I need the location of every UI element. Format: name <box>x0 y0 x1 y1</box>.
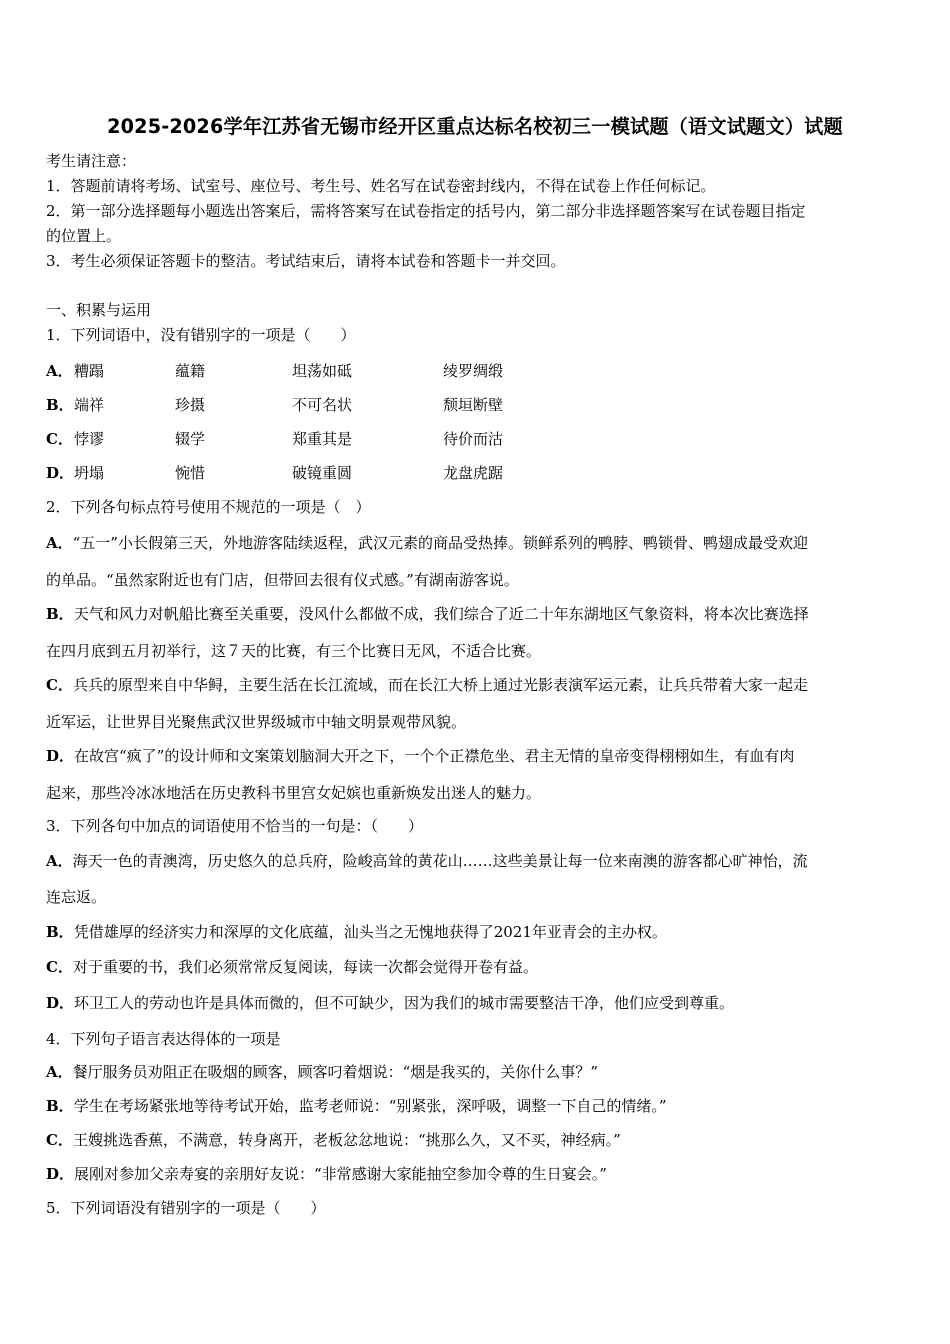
question-3-line: A．海天一色的青澳湾，历史悠久的总兵府，险峻高耸的黄花山……这些美景让每一位来南澳的游客都心旷神怡，流 <box>46 852 808 870</box>
option-label: C． <box>46 958 73 976</box>
question-4-line: C．王嫂挑选香蕉，不满意，转身离开，老板忿忿地说：“挑那么久，又不买，神经病。” <box>46 1131 621 1149</box>
option-word: 绫罗绸缎 <box>443 362 504 380</box>
section-heading: 一、积累与运用 <box>46 301 152 319</box>
option-label: D． <box>46 1165 75 1183</box>
option-word: 坍塌 <box>74 464 105 482</box>
notice-item: 2．第一部分选择题每小题选出答案后，需将答案写在试卷指定的括号内，第二部分非选择题答案写在试卷题目指定 <box>46 202 806 220</box>
question-3-stem: 3．下列各句中加点的词语使用不恰当的一句是：（ ） <box>46 817 424 835</box>
notice-item: 3．考生必须保证答题卡的整洁。考试结束后，请将本试卷和答题卡一并交回。 <box>46 252 566 270</box>
option-label: A． <box>46 534 73 552</box>
question-4-line: A．餐厅服务员劝阻正在吸烟的顾客，顾客叼着烟说：“烟是我买的，关你什么事？” <box>46 1063 598 1081</box>
option-label: C． <box>46 1131 73 1149</box>
question-2-line: D．在故宫“疯了”的设计师和文案策划脑洞大开之下，一个个正襟危坐、君主无情的皇帝变得栩栩如生，有血有肉 <box>46 747 795 765</box>
option-label: C． <box>46 430 73 448</box>
option-word: 颓垣断壁 <box>443 396 504 414</box>
page-title: 2025-2026学年江苏省无锡市经开区重点达标名校初三一模试题（语文试题文）试题 <box>107 115 843 138</box>
option-label: B． <box>46 923 74 941</box>
option-label: D． <box>46 747 75 765</box>
option-label: D． <box>46 464 75 482</box>
option-label: A． <box>46 852 73 870</box>
option-word: 不可名状 <box>292 396 353 414</box>
question-3-line: D．环卫工人的劳动也许是具体而微的，但不可缺少，因为我们的城市需要整洁干净，他们应受到尊重。 <box>46 994 735 1012</box>
question-2-stem: 2．下列各句标点符号使用不规范的一项是（ ） <box>46 498 371 516</box>
question-3-line: C．对于重要的书，我们必须常常反复阅读，每读一次都会觉得开卷有益。 <box>46 958 538 976</box>
option-word: 龙盘虎踞 <box>443 464 504 482</box>
notice-item: 1．答题前请将考场、试室号、座位号、考生号、姓名写在试卷密封线内，不得在试卷上作任何标记。 <box>46 177 716 195</box>
option-label: B． <box>46 605 74 623</box>
option-label: B． <box>46 396 74 414</box>
question-1-stem: 1．下列词语中，没有错别字的一项是（ ） <box>46 326 356 344</box>
question-5-stem: 5．下列词语没有错别字的一项是（ ） <box>46 1199 326 1217</box>
option-word: 破镜重圆 <box>292 464 353 482</box>
question-3-line: 连忘返。 <box>46 888 107 906</box>
option-label: B． <box>46 1097 74 1115</box>
option-word: 蕴籍 <box>175 362 206 380</box>
option-word: 珍摄 <box>175 396 206 414</box>
question-2-line: 的单品。“虽然家附近也有门店，但带回去很有仪式感。”有湖南游客说。 <box>46 571 519 589</box>
question-2-line: 起来，那些冷冰冰地活在历史教科书里宫女妃嫔也重新焕发出迷人的魅力。 <box>46 784 542 802</box>
option-word: 端祥 <box>74 396 105 414</box>
option-word: 辍学 <box>175 430 206 448</box>
option-word: 郑重其是 <box>292 430 353 448</box>
question-2-line: 在四月底到五月初举行，这７天的比赛，有三个比赛日无风，不适合比赛。 <box>46 642 542 660</box>
question-2-line: B．天气和风力对帆船比赛至关重要，没风什么都做不成，我们综合了近二十年东湖地区气象资料，将本次比赛选择 <box>46 605 809 623</box>
question-4-line: D．展刚对参加父亲寿宴的亲朋好友说：“非常感谢大家能抽空参加令尊的生日宴会。” <box>46 1165 607 1183</box>
question-2-line: A．“五一”小长假第三天，外地游客陆续返程，武汉元素的商品受热捧。锁鲜系列的鸭脖、鸭锁骨、鸭翅成最受欢迎 <box>46 534 808 552</box>
option-word: 坦荡如砥 <box>292 362 353 380</box>
question-2-line: C．兵兵的原型来自中华鲟，主要生活在长江流域，而在长江大桥上通过光影表演军运元素，让兵兵带着大家一起走 <box>46 676 808 694</box>
notice-heading: 考生请注意： <box>46 152 137 170</box>
question-4-line: B．学生在考场紧张地等待考试开始，监考老师说：“别紧张，深呼吸，调整一下自己的情绪。” <box>46 1097 667 1115</box>
notice-item: 的位置上。 <box>46 227 122 245</box>
option-label: A． <box>46 362 73 380</box>
option-word: 待价而沽 <box>443 430 504 448</box>
option-label: C． <box>46 676 73 694</box>
question-2-line: 近军运，让世界目光聚焦武汉世界级城市中轴文明景观带风貌。 <box>46 713 467 731</box>
option-label: A． <box>46 1063 73 1081</box>
option-word: 悖谬 <box>74 430 105 448</box>
option-word: 惋惜 <box>175 464 206 482</box>
question-4-stem: 4．下列句子语言表达得体的一项是 <box>46 1030 281 1048</box>
option-label: D． <box>46 994 75 1012</box>
option-word: 糟蹋 <box>74 362 105 380</box>
question-3-line: B．凭借雄厚的经济实力和深厚的文化底蕴，汕头当之无愧地获得了2021年亚青会的主办权。 <box>46 923 667 941</box>
